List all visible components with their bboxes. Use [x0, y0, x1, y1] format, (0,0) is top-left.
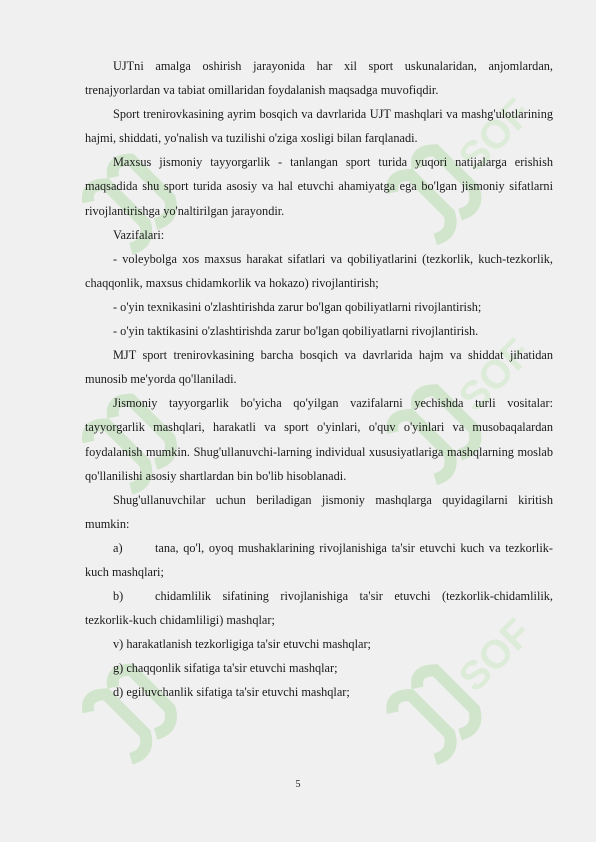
task-item: - o'yin taktikasini o'zlashtirishda zarur bo'lgan qobiliyatlarni rivojlantirish. — [113, 324, 479, 339]
list-marker: b) — [113, 589, 124, 604]
document-body — [85, 54, 553, 705]
list-item: v) harakatlanish tezkorligiga ta'sir etuvchi mashqlar; — [113, 637, 371, 652]
list-item-text: tana, qo'l, oyoq mushaklarining rivojlanishiga ta'sir etuvchi kuch va tezkorlik-kuch mashqlari; — [85, 540, 553, 579]
svg-text:SOF: SOF — [450, 330, 541, 420]
paragraph: Maxsus jismoniy tayyorgarlik - tanlangan sport turida yuqori natijalarga erishish maqsadida shu sport turida asosiy va hal etuvchi ahamiyatga ega bo'lgan jismoniy sifatlarni rivojlantirishga yo'naltirilgan jarayondir. — [85, 155, 553, 218]
paragraph: Shug'ullanuvchilar uchun beriladigan jismoniy mashqlarga quyidagilarni kiritish mumkin: — [85, 492, 553, 531]
page-number: 5 — [295, 779, 301, 790]
task-item: - voleybolga xos maxsus harakat sifatlari va qobiliyatlarini (tezkorlik, kuch-tezkorlik, chaqqonlik, maxsus chidamkorlik va hokazo) rivojlantirish; — [85, 251, 553, 290]
svg-text:SOF: SOF — [450, 90, 541, 180]
paragraph: UJTni amalga oshirish jarayonida har xil sport uskunalaridan, anjomlardan, trenajyorlardan va tabiat omillaridan foydalanish maqsadga muvofiqdir. — [85, 59, 553, 98]
paragraph: Jismoniy tayyorgarlik bo'yicha qo'yilgan vazifalarni yechishda turli vositalar: tayyorgarlik mashqlari, harakatli va sport o'yinlari, o'quv o'yinlari va musobaqalardan foydalanish mumkin. Shug'ullanuvchi-larning individual xususiyatlariga mashqlarning moslab qo'llanilishi asosiy shartlardan bin bo'lib hisoblanadi. — [85, 396, 553, 483]
list-item — [85, 536, 553, 584]
tasks-heading: Vazifalari: — [113, 227, 165, 242]
list-item — [85, 584, 553, 632]
svg-text:SOF: SOF — [450, 610, 541, 700]
paragraph: MJT sport trenirovkasining barcha bosqich va davrlarida hajm va shiddat jihatidan munosib me'yorda qo'llaniladi. — [85, 348, 553, 387]
list-marker: a) — [113, 540, 123, 555]
list-item: g) chaqqonlik sifatiga ta'sir etuvchi mashqlar; — [113, 661, 338, 676]
list-item-text: chidamlilik sifatining rivojlanishiga ta'sir etuvchi (tezkorlik-chidamlilik, tezkorlik-kuch chidamliligi) mashqlar; — [85, 589, 553, 628]
list-item: d) egiluvchanlik sifatiga ta'sir etuvchi mashqlar; — [113, 685, 350, 700]
task-item: - o'yin texnikasini o'zlashtirishda zarur bo'lgan qobiliyatlarni rivojlantirish; — [113, 299, 482, 314]
paragraph: Sport trenirovkasining ayrim bosqich va davrlarida UJT mashqlari va mashg'ulotlarining hajmi, shiddati, yo'nalish va tuzilishi o'ziga xosligi bilan farqlanadi. — [85, 107, 553, 146]
